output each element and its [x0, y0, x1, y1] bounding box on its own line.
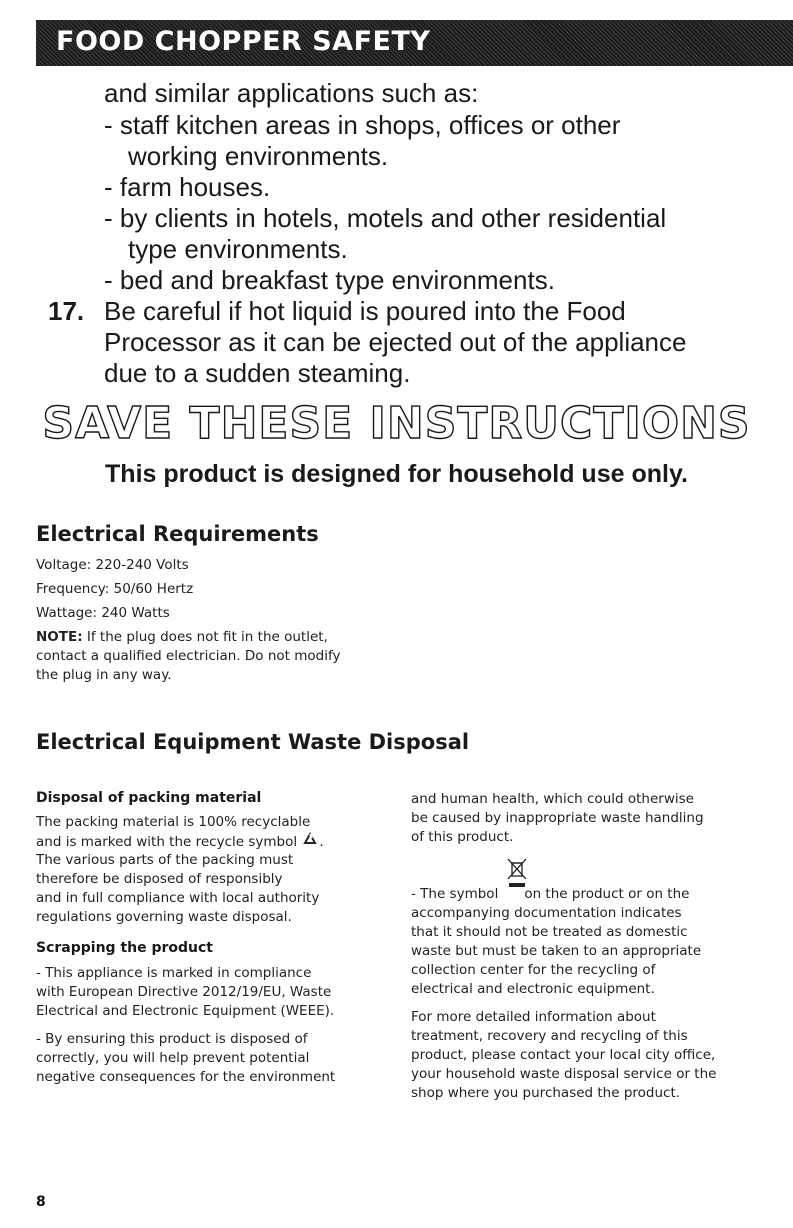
weee-symbol-line — [411, 858, 505, 877]
scrapping-line: with European Directive 2012/19/EU, Waste — [36, 984, 332, 1000]
scrapping-line: Electrical and Electronic Equipment (WEEE). — [36, 1003, 335, 1019]
right-line: collection center for the recycling of — [411, 962, 656, 978]
right-line: electrical and electronic equipment. — [411, 981, 655, 997]
save-instructions-title: SAVE THESE INSTRUCTIONS — [42, 398, 751, 449]
note-label: NOTE: — [36, 629, 83, 645]
list-item: working environments. — [128, 141, 389, 171]
right-line: be caused by inappropriate waste handling — [411, 810, 704, 826]
right-line: and human health, which could otherwise — [411, 791, 694, 807]
right-line: of this product. — [411, 829, 514, 845]
right-line: waste but must be taken to an appropriate — [411, 943, 702, 959]
right-line: product, please contact your local city office, — [411, 1047, 716, 1063]
note-text: If the plug does not fit in the outlet, — [82, 629, 328, 645]
list-item: type environments. — [128, 234, 348, 264]
item-17-line: Be careful if hot liquid is poured into the Food — [104, 296, 626, 326]
page-number: 8 — [36, 1194, 46, 1210]
note-line: contact a qualified electrician. Do not modify — [36, 648, 341, 664]
packing-line-text: and is marked with the recycle symbol — [36, 834, 298, 850]
voltage-spec: Voltage: 220-240 Volts — [36, 557, 189, 573]
crossed-bin-icon — [506, 858, 528, 888]
frequency-spec: Frequency: 50/60 Hertz — [36, 581, 194, 597]
packing-line: regulations governing waste disposal. — [36, 909, 292, 925]
item-17-line: Processor as it can be ejected out of the appliance — [104, 327, 687, 357]
scrapping-line: - This appliance is marked in compliance — [36, 965, 312, 981]
wattage-spec: Wattage: 240 Watts — [36, 605, 170, 621]
packing-line-end: . — [319, 834, 324, 850]
list-item: - bed and breakfast type environments. — [104, 265, 555, 295]
household-use-notice: This product is designed for household use only. — [105, 460, 688, 488]
right-line: your household waste disposal service or the — [411, 1066, 717, 1082]
right-line: that it should not be treated as domestic — [411, 924, 688, 940]
scrapping-line: correctly, you will help prevent potential — [36, 1050, 310, 1066]
packing-line: and in full compliance with local authority — [36, 890, 320, 906]
item-17-line: due to a sudden steaming. — [104, 358, 411, 388]
waste-disposal-heading: Electrical Equipment Waste Disposal — [36, 730, 470, 754]
scrapping-line: negative consequences for the environment — [36, 1069, 336, 1085]
note-line — [36, 628, 328, 647]
list-item: - staff kitchen areas in shops, offices or other — [104, 110, 621, 140]
symbol-prefix: - The symbol — [411, 886, 499, 902]
electrical-requirements-heading: Electrical Requirements — [36, 522, 319, 546]
applications-intro: and similar applications such as: — [104, 78, 479, 108]
right-line: accompanying documentation indicates — [411, 905, 682, 921]
weee-line — [411, 885, 689, 904]
packing-line: therefore be disposed of responsibly — [36, 871, 283, 887]
right-line: For more detailed information about — [411, 1009, 656, 1025]
list-item: - farm houses. — [104, 172, 271, 202]
packing-line — [36, 832, 324, 852]
right-line: treatment, recovery and recycling of this — [411, 1028, 688, 1044]
symbol-suffix: on the product or on the — [524, 886, 690, 902]
list-item: - by clients in hotels, motels and other residential — [104, 203, 667, 233]
note-line: the plug in any way. — [36, 667, 172, 683]
right-line: shop where you purchased the product. — [411, 1085, 681, 1101]
packing-line: The packing material is 100% recyclable — [36, 814, 311, 830]
scrapping-line: - By ensuring this product is disposed of — [36, 1031, 308, 1047]
page-title: FOOD CHOPPER SAFETY — [56, 26, 431, 57]
item-17-number: 17. — [48, 296, 85, 326]
recycle-icon — [301, 832, 319, 850]
packing-line: The various parts of the packing must — [36, 852, 294, 868]
scrapping-product-heading: Scrapping the product — [36, 940, 213, 956]
header-bar — [36, 20, 793, 66]
packing-material-heading: Disposal of packing material — [36, 790, 262, 806]
